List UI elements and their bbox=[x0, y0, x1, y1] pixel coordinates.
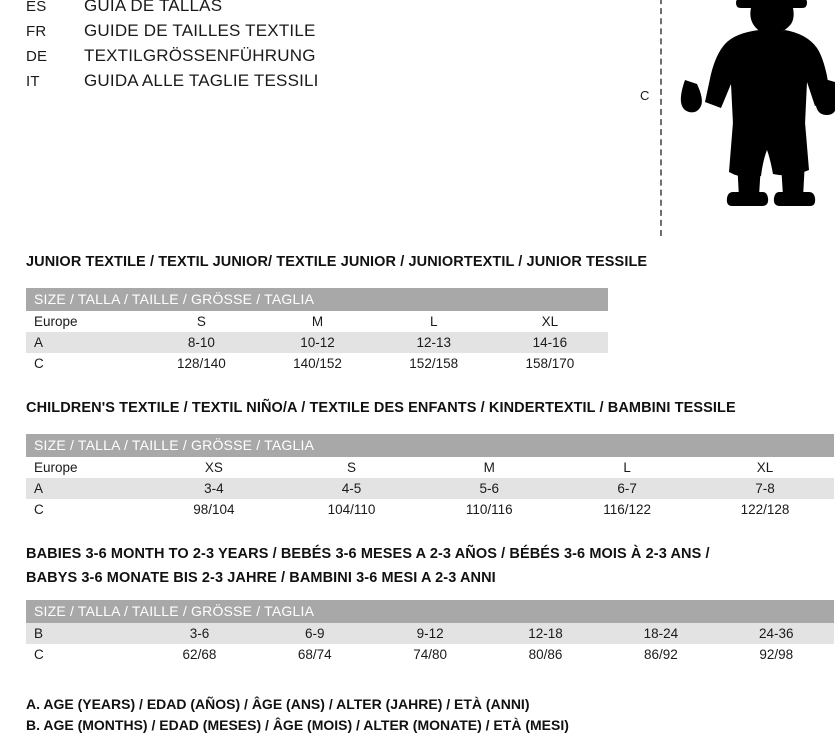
child-silhouette-icon bbox=[675, 0, 835, 236]
language-text: GUIA DE TALLAS bbox=[84, 0, 223, 15]
table-row bbox=[26, 644, 834, 665]
language-text: GUIDA ALLE TAGLIE TESSILI bbox=[84, 71, 319, 90]
row-label: B bbox=[26, 623, 142, 644]
value-cell: 9-12 bbox=[372, 623, 487, 644]
value-cell: 98/104 bbox=[145, 499, 282, 520]
language-code: IT bbox=[26, 73, 40, 90]
language-row bbox=[26, 46, 456, 71]
table-row bbox=[26, 499, 834, 520]
size-cell: XL bbox=[696, 457, 834, 478]
height-measure-line bbox=[660, 0, 662, 236]
section-title-babies: BABIES 3-6 MONTH TO 2-3 YEARS / BEBÉS 3-6 MESES A 2-3 AÑOS / BÉBÉS 3-6 MOIS À 2-3 ANS / bbox=[26, 546, 710, 562]
value-cell: 116/122 bbox=[558, 499, 696, 520]
measurement-figure bbox=[620, 0, 840, 248]
language-code: DE bbox=[26, 48, 48, 65]
region-label: Europe bbox=[26, 311, 143, 332]
language-code: FR bbox=[26, 23, 47, 40]
row-label: C bbox=[26, 644, 142, 665]
value-cell: 12-18 bbox=[488, 623, 603, 644]
table-row bbox=[26, 478, 834, 499]
table-row bbox=[26, 353, 608, 374]
size-table-babies bbox=[26, 600, 834, 665]
region-label: Europe bbox=[26, 457, 145, 478]
value-cell: 104/110 bbox=[283, 499, 421, 520]
size-cell: XL bbox=[492, 311, 608, 332]
row-label: C bbox=[26, 499, 145, 520]
value-cell: 152/158 bbox=[376, 353, 492, 374]
value-cell: 5-6 bbox=[420, 478, 558, 499]
value-cell: 122/128 bbox=[696, 499, 834, 520]
row-label: A bbox=[26, 332, 143, 353]
table-header-row bbox=[26, 600, 834, 623]
value-cell: 74/80 bbox=[372, 644, 487, 665]
language-code: ES bbox=[26, 0, 47, 15]
language-text: TEXTILGRÖSSENFÜHRUNG bbox=[84, 46, 316, 65]
value-cell: 24-36 bbox=[719, 623, 834, 644]
value-cell: 8-10 bbox=[143, 332, 259, 353]
table-row-sizes bbox=[26, 457, 834, 478]
value-cell: 86/92 bbox=[603, 644, 718, 665]
footnote-a: A. AGE (YEARS) / EDAD (AÑOS) / ÂGE (ANS) / ALTER (JAHRE) / ETÀ (ANNI) bbox=[26, 696, 530, 712]
value-cell: 80/86 bbox=[488, 644, 603, 665]
language-row bbox=[26, 71, 456, 96]
value-cell: 12-13 bbox=[376, 332, 492, 353]
size-table-children bbox=[26, 434, 834, 520]
size-cell: L bbox=[558, 457, 696, 478]
value-cell: 4-5 bbox=[283, 478, 421, 499]
row-label: C bbox=[26, 353, 143, 374]
table-row-sizes bbox=[26, 311, 608, 332]
size-header-label: SIZE / TALLA / TAILLE / GRÖSSE / TAGLIA bbox=[26, 288, 608, 311]
table-header-row bbox=[26, 288, 608, 311]
size-header-label: SIZE / TALLA / TAILLE / GRÖSSE / TAGLIA bbox=[26, 600, 834, 623]
value-cell: 62/68 bbox=[142, 644, 257, 665]
size-cell: M bbox=[420, 457, 558, 478]
value-cell: 158/170 bbox=[492, 353, 608, 374]
size-cell: M bbox=[259, 311, 375, 332]
value-cell: 110/116 bbox=[420, 499, 558, 520]
language-text: GUIDE DE TAILLES TEXTILE bbox=[84, 21, 316, 40]
value-cell: 3-4 bbox=[145, 478, 282, 499]
footnotes bbox=[26, 694, 569, 736]
value-cell: 3-6 bbox=[142, 623, 257, 644]
section-title-babies-line2: BABYS 3-6 MONATE BIS 2-3 JAHRE / BAMBINI 3-6 MESI A 2-3 ANNI bbox=[26, 570, 496, 586]
value-cell: 6-9 bbox=[257, 623, 372, 644]
value-cell: 14-16 bbox=[492, 332, 608, 353]
value-cell: 68/74 bbox=[257, 644, 372, 665]
size-cell: XS bbox=[145, 457, 282, 478]
measure-label-c: C bbox=[640, 88, 650, 103]
table-header-row bbox=[26, 434, 834, 457]
value-cell: 10-12 bbox=[259, 332, 375, 353]
table-row bbox=[26, 332, 608, 353]
value-cell: 18-24 bbox=[603, 623, 718, 644]
size-header-label: SIZE / TALLA / TAILLE / GRÖSSE / TAGLIA bbox=[26, 434, 834, 457]
section-title-junior: JUNIOR TEXTILE / TEXTIL JUNIOR/ TEXTILE JUNIOR / JUNIORTEXTIL / JUNIOR TESSILE bbox=[26, 254, 648, 270]
language-row bbox=[26, 0, 456, 21]
size-table-junior bbox=[26, 288, 608, 374]
table-row bbox=[26, 623, 834, 644]
value-cell: 128/140 bbox=[143, 353, 259, 374]
value-cell: 92/98 bbox=[719, 644, 834, 665]
value-cell: 6-7 bbox=[558, 478, 696, 499]
size-cell: S bbox=[143, 311, 259, 332]
value-cell: 7-8 bbox=[696, 478, 834, 499]
size-cell: S bbox=[283, 457, 421, 478]
footnote-b: B. AGE (MONTHS) / EDAD (MESES) / ÂGE (MOIS) / ALTER (MONATE) / ETÀ (MESI) bbox=[26, 717, 569, 733]
language-guide-list bbox=[26, 0, 456, 96]
section-title-children: CHILDREN'S TEXTILE / TEXTIL NIÑO/A / TEXTILE DES ENFANTS / KINDERTEXTIL / BAMBINI TESSILE bbox=[26, 400, 736, 416]
language-row bbox=[26, 21, 456, 46]
row-label: A bbox=[26, 478, 145, 499]
size-cell: L bbox=[376, 311, 492, 332]
value-cell: 140/152 bbox=[259, 353, 375, 374]
